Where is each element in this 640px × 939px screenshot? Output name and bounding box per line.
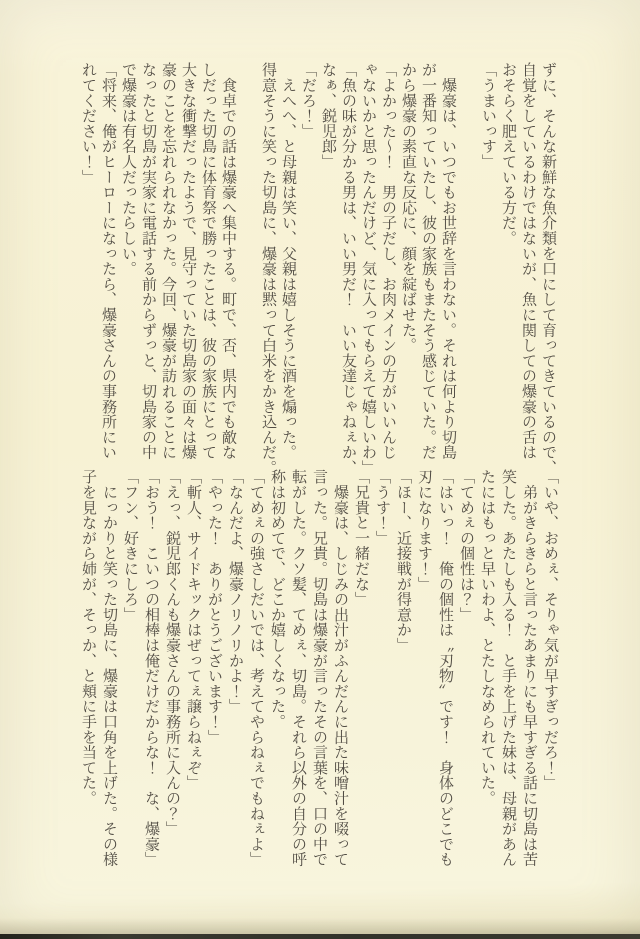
- text-column: にっかりと笑った切島に、爆豪は口角を上げた。その様: [101, 469, 117, 867]
- text-column: えへへ、と母親は笑い、父親は嬉しそうに酒を煽った。: [280, 62, 296, 460]
- text-column: 転がした。クソ髪、てめぇ、切島。それら以外の自分の呼: [290, 469, 306, 867]
- text-column: が一番知っていたし、彼の家族もまたそう感じていた。だ: [420, 62, 436, 460]
- text-column: 「なんだよ、爆豪ノリノリかよ！」: [227, 469, 243, 714]
- text-column: なったと切島が実家に電話する前からずっと、切島家の中: [140, 62, 156, 460]
- text-column: で爆豪は有名人だったらしい。: [120, 62, 136, 277]
- lower-text-block: [76, 469, 560, 883]
- text-column: 「斬人、サイドキックはぜってぇ譲らねぇぞ」: [185, 469, 201, 791]
- text-column: 称は初めてで、どこか嬉しくなった。: [269, 469, 285, 730]
- text-column: 「いや、おめぇ、そりゃ気が早すぎっだろ！」: [542, 469, 558, 791]
- text-column: 豪のことを忘れられなかった。今回、爆豪が訪れることに: [160, 62, 176, 460]
- text-column-blank: [458, 62, 478, 476]
- text-column: 弟がきらきらと言ったあまりにも早すぎる話に切島は苦: [521, 469, 537, 867]
- text-column: 「うす！」: [374, 469, 390, 546]
- text-column: 「てめぇの強さしだいでは、考えてやらねぇでもねぇよ」: [248, 469, 264, 867]
- text-column: 「フン、好きにしろ」: [122, 469, 138, 622]
- text-column: しだった切島に体育祭で勝ったことは、彼の家族にとって: [200, 62, 216, 460]
- text-column-blank: [238, 62, 258, 476]
- text-column: 子を見ながら姉が、そっか、と頬に手を当てた。: [80, 469, 96, 806]
- text-column: 得意そうに笑った切島に、爆豪は黙って白米をかき込んだ。: [260, 62, 276, 476]
- text-column: ずに、そんな新鮮な魚介類を口にして育ってきているので、: [540, 62, 556, 476]
- page-bottom-shadow: [0, 918, 640, 934]
- page-bottom-edge: [0, 934, 640, 939]
- text-column: 「兄貴と一緒だな」: [353, 469, 369, 607]
- text-column: 大きな衝撃だったようで、見守っていた切島家の面々は爆: [180, 62, 196, 460]
- text-column: から爆豪の素直な反応に、顔を綻ばせた。: [400, 62, 416, 353]
- text-column: 笑した。あたしも入る！ と手を上げた妹は、母親があん: [500, 469, 516, 867]
- text-column: ゃないかと思ったんだけど、気に入ってもらえて嬉しいわ」: [360, 62, 376, 476]
- text-column: 「魚の味が分かる男は、いい男だ！ いい友達じゃねぇか、: [340, 62, 356, 476]
- text-column: 「よかった〜！ 男の子だし、お肉メインの方がいいんじ: [380, 62, 396, 460]
- text-column: 自覚をしているわけではないが、魚に関しての爆豪の舌は: [520, 62, 536, 460]
- text-column: 「だろ！」: [300, 62, 316, 139]
- text-column: れてください！」: [80, 62, 96, 185]
- text-column: 「おう！ こいつの相棒は俺だけだからな！ な、爆豪」: [143, 469, 159, 867]
- text-column: 食卓での話は爆豪へ集中する。町で、否、県内でも敵な: [220, 62, 236, 460]
- text-column: 爆豪は、しじみの出汁がふんだんに出た味噌汁を啜って: [332, 469, 348, 867]
- text-column: 「将来、俺がヒーローになったら、爆豪さんの事務所にい: [100, 62, 116, 460]
- text-column: 爆豪は、いつでもお世辞を言わない。それは何より切島: [440, 62, 456, 460]
- text-column: 言った。兄貴。切島は爆豪が言ったその言葉を、口の中で: [311, 469, 327, 867]
- text-column: 「やった！ ありがとうございます！」: [206, 469, 222, 745]
- text-column: 「てめぇの個性は？」: [458, 469, 474, 622]
- text-column: 「ほー、近接戦が得意か」: [395, 469, 411, 653]
- text-column: 「うまいっす」: [480, 62, 496, 170]
- text-column: たにはもっと早いわよ、とたしなめられていた。: [479, 469, 495, 806]
- text-column: 「はいっ！ 俺の個性は〝刃物〟です！ 身体のどこでも: [437, 469, 453, 867]
- text-column: なぁ、鋭児郎」: [320, 62, 336, 170]
- text-column: おそらく肥えている方だ。: [500, 62, 516, 246]
- text-column: 刃になります！」: [416, 469, 432, 592]
- upper-text-block: [76, 62, 558, 476]
- text-column: 「えっ、鋭児郎くんも爆豪さんの事務所に入んの？」: [164, 469, 180, 837]
